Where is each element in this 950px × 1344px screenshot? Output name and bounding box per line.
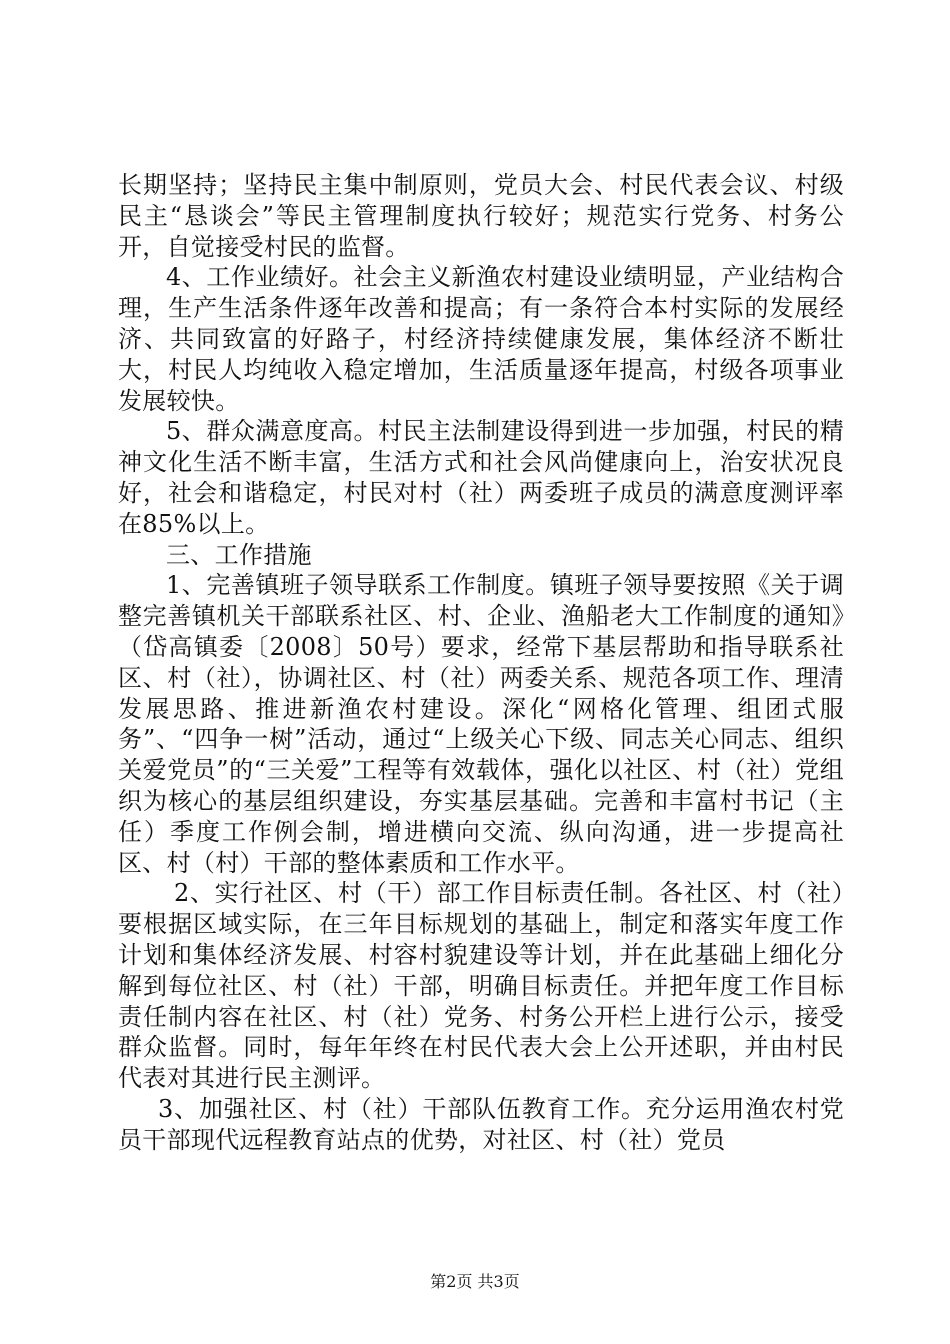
paragraph-measure-3: 3、加强社区、村（社）干部队伍教育工作。充分运用渔农村党员干部现代远程教育站点的优势，对社区、村（社）党员 [118,1094,844,1154]
paragraph-item-4: 4、工作业绩好。社会主义新渔农村建设业绩明显，产业结构合理，生产生活条件逐年改善和提高；有一条符合本村实际的发展经济、共同致富的好路子，村经济持续健康发展，集体经济不断壮大，村民人均纯收入稳定增加，生活质量逐年提高，村级各项事业发展较快。 [118,263,844,415]
paragraph-measure-1: 1、完善镇班子领导联系工作制度。镇班子领导要按照《关于调整完善镇机关干部联系社区、村、企业、渔船老大工作制度的通知》（岱高镇委〔2008〕50号）要求，经常下基层帮助和指导联系社区、村（社），协调社区、村（社）两委关系、规范各项工作、理清发展思路、推进新渔农村建设。深化“网格化管理、组团式服务”、“四争一树”活动，通过“上级关心下级、同志关心同志、组织关爱党员”的“三关爱”工程等有效载体，强化以社区、村（社）党组织为核心的基层组织建设，夯实基层基础。完善和丰富村书记（主任）季度工作例会制，增进横向交流、纵向沟通，进一步提高社区、村（村）干部的整体素质和工作水平。 [118,571,844,877]
paragraph-item-5: 5、群众满意度高。村民主法制建设得到进一步加强，村民的精神文化生活不断丰富，生活方式和社会风尚健康向上，治安状况良好，社会和谐稳定，村民对村（社）两委班子成员的满意度测评率在85%以上。 [118,417,844,538]
section-heading-measures: 三、工作措施 [166,540,312,569]
paragraph-continued: 长期坚持；坚持民主集中制原则，党员大会、村民代表会议、村级民主“恳谈会”等民主管理制度执行较好；规范实行党务、村务公开，自觉接受村民的监督。 [118,171,844,261]
document-body [118,170,844,1156]
page-footer: 第2页 共3页 [430,1272,520,1291]
paragraph-measure-2: 2、实行社区、村（干）部工作目标责任制。各社区、村（社）要根据区域实际，在三年目标规划的基础上，制定和落实年度工作计划和集体经济发展、村容村貌建设等计划，并在此基础上细化分解到每位社区、村（社）干部，明确目标责任。并把年度工作目标责任制内容在社区、村（社）党务、村务公开栏上进行公示，接受群众监督。同时，每年年终在村民代表大会上公开述职，并由村民代表对其进行民主测评。 [118,879,844,1093]
